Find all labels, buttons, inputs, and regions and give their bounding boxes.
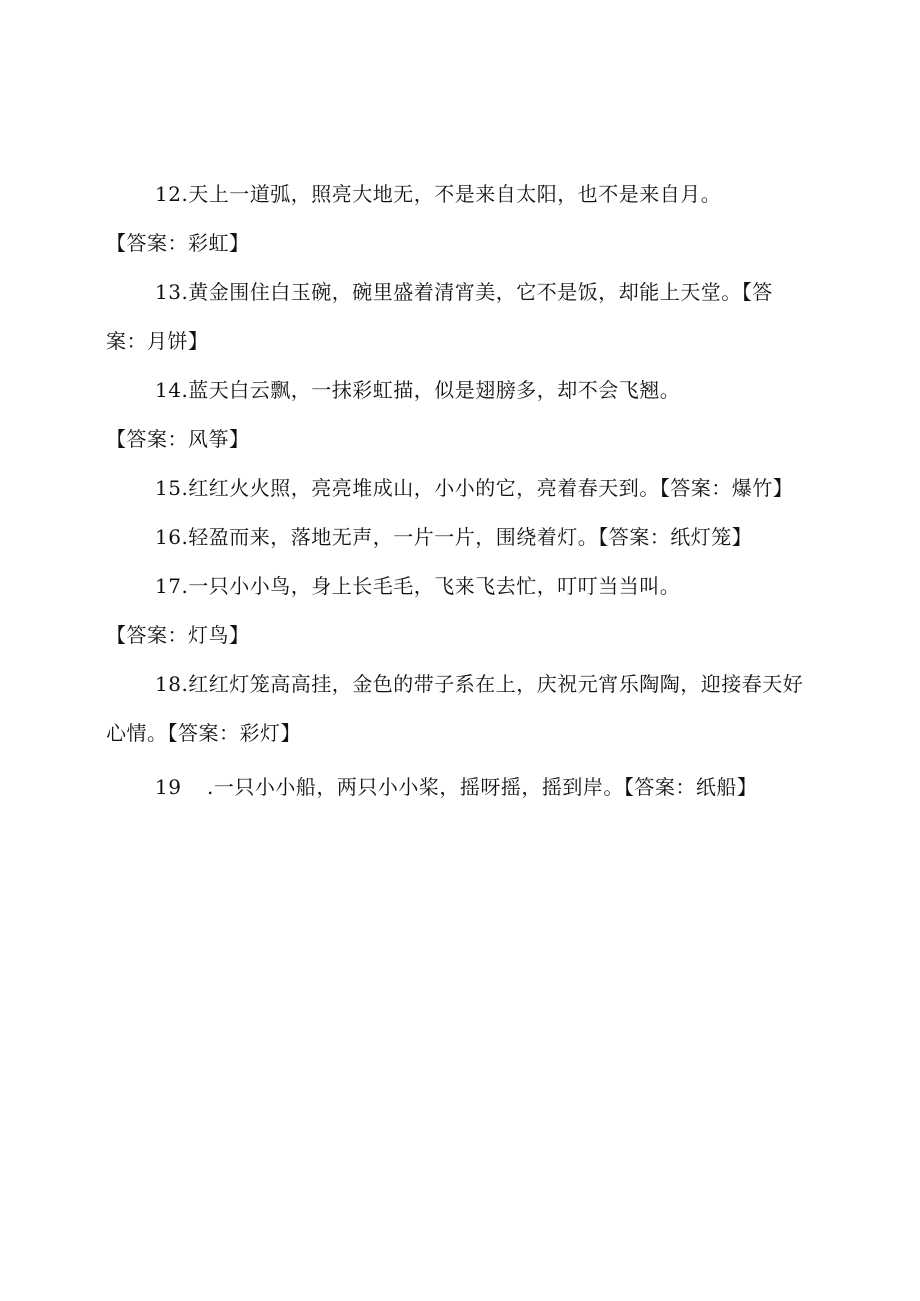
riddle-text: .一只小小船，两只小小桨，摇呀摇，摇到岸。【答案：纸船】 bbox=[207, 775, 758, 799]
riddle-13-question bbox=[155, 278, 773, 306]
riddle-number: 19 bbox=[155, 775, 182, 799]
riddle-12-question bbox=[155, 180, 721, 208]
riddle-14-question bbox=[155, 376, 680, 404]
riddle-17-answer: 【答案：灯鸟】 bbox=[106, 623, 250, 647]
riddle-text: .蓝天白云飘，一抹彩虹描，似是翅膀多，却不会飞翘。 bbox=[181, 378, 681, 402]
riddle-number: 14 bbox=[155, 378, 182, 402]
riddle-14-answer: 【答案：风筝】 bbox=[106, 427, 250, 451]
riddle-number: 15 bbox=[155, 476, 182, 500]
riddle-12-answer: 【答案：彩虹】 bbox=[106, 231, 250, 255]
riddle-text: .红红灯笼高高挂，金色的带子系在上，庆祝元宵乐陶陶，迎接春天好 bbox=[181, 672, 804, 696]
riddle-number: 18 bbox=[155, 672, 182, 696]
riddle-text: .天上一道弧，照亮大地无，不是来自太阳，也不是来自月。 bbox=[181, 182, 722, 206]
riddle-18-continuation: 心情。【答案：彩灯】 bbox=[106, 721, 301, 745]
riddle-number: 17 bbox=[155, 574, 182, 598]
riddle-text: .红红火火照，亮亮堆成山，小小的它，亮着春天到。【答案：爆竹】 bbox=[181, 476, 794, 500]
riddle-19-question bbox=[155, 773, 757, 801]
riddle-number: 12 bbox=[155, 182, 182, 206]
riddle-text: .一只小小鸟，身上长毛毛，飞来飞去忙，叮叮当当叫。 bbox=[181, 574, 681, 598]
riddle-number: 13 bbox=[155, 280, 182, 304]
riddle-text: .黄金围住白玉碗，碗里盛着清宵美，它不是饭，却能上天堂。【答 bbox=[181, 280, 773, 304]
riddle-17-question bbox=[155, 572, 680, 600]
riddle-number: 16 bbox=[155, 525, 182, 549]
riddle-15-question bbox=[155, 474, 793, 502]
riddle-13-continuation: 案：月饼】 bbox=[106, 329, 209, 353]
riddle-18-question bbox=[155, 670, 803, 698]
riddle-text: .轻盈而来，落地无声，一片一片，围绕着灯。【答案：纸灯笼】 bbox=[181, 525, 753, 549]
riddle-16-question bbox=[155, 523, 752, 551]
